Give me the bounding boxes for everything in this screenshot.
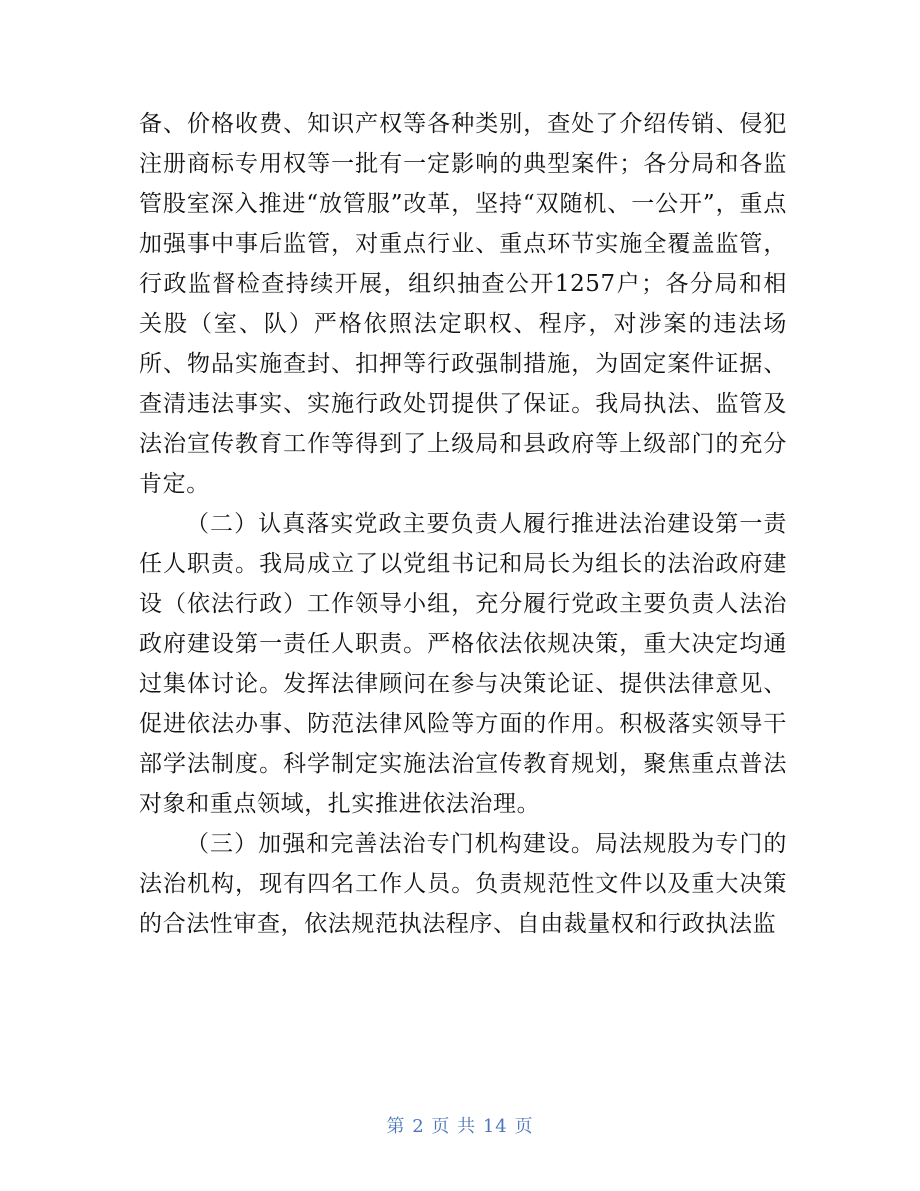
page-footer [0, 1112, 920, 1138]
page-number-label: 第 2 页 共 14 页 [386, 1116, 534, 1137]
paragraph-section-three: （三）加强和完善法治专门机构建设。局法规股为专门的法治机构，现有四名工作人员。负责规范性文件以及重大决策的合法性审查，依法规范执法程序、自由裁量权和行政执法监 [139, 831, 787, 937]
paragraph-section-two: （二）认真落实党政主要负责人履行推进法治建设第一责任人职责。我局成立了以党组书记和局长为组长的法治政府建设（依法行政）工作领导小组，充分履行党政主要负责人法治政府建设第一责任人职责。严格依法依规决策，重大决定均通过集体讨论。发挥法律顾问在参与决策论证、提供法律意见、促进依法办事、防范法律风险等方面的作用。积极落实领导干部学法制度。科学制定实施法治宣传教育规划，聚焦重点普法对象和重点领域，扎实推进依法治理。 [139, 511, 787, 817]
paragraph-continuation: 备、价格收费、知识产权等各种类别，查处了介绍传销、侵犯注册商标专用权等一批有一定影响的典型案件；各分局和各监管股室深入推进“放管服”改革，坚持“双随机、一公开”，重点加强事中事后监管，对重点行业、重点环节实施全覆盖监管，行政监督检查持续开展，组织抽查公开1257户；各分局和相关股（室、队）严格依照法定职权、程序，对涉案的违法场所、物品实施查封、扣押等行政强制措施，为固定案件证据、查清违法事实、实施行政处罚提供了保证。我局执法、监管及法治宣传教育工作等得到了上级局和县政府等上级部门的充分肯定。 [139, 111, 787, 497]
document-body [139, 104, 787, 944]
